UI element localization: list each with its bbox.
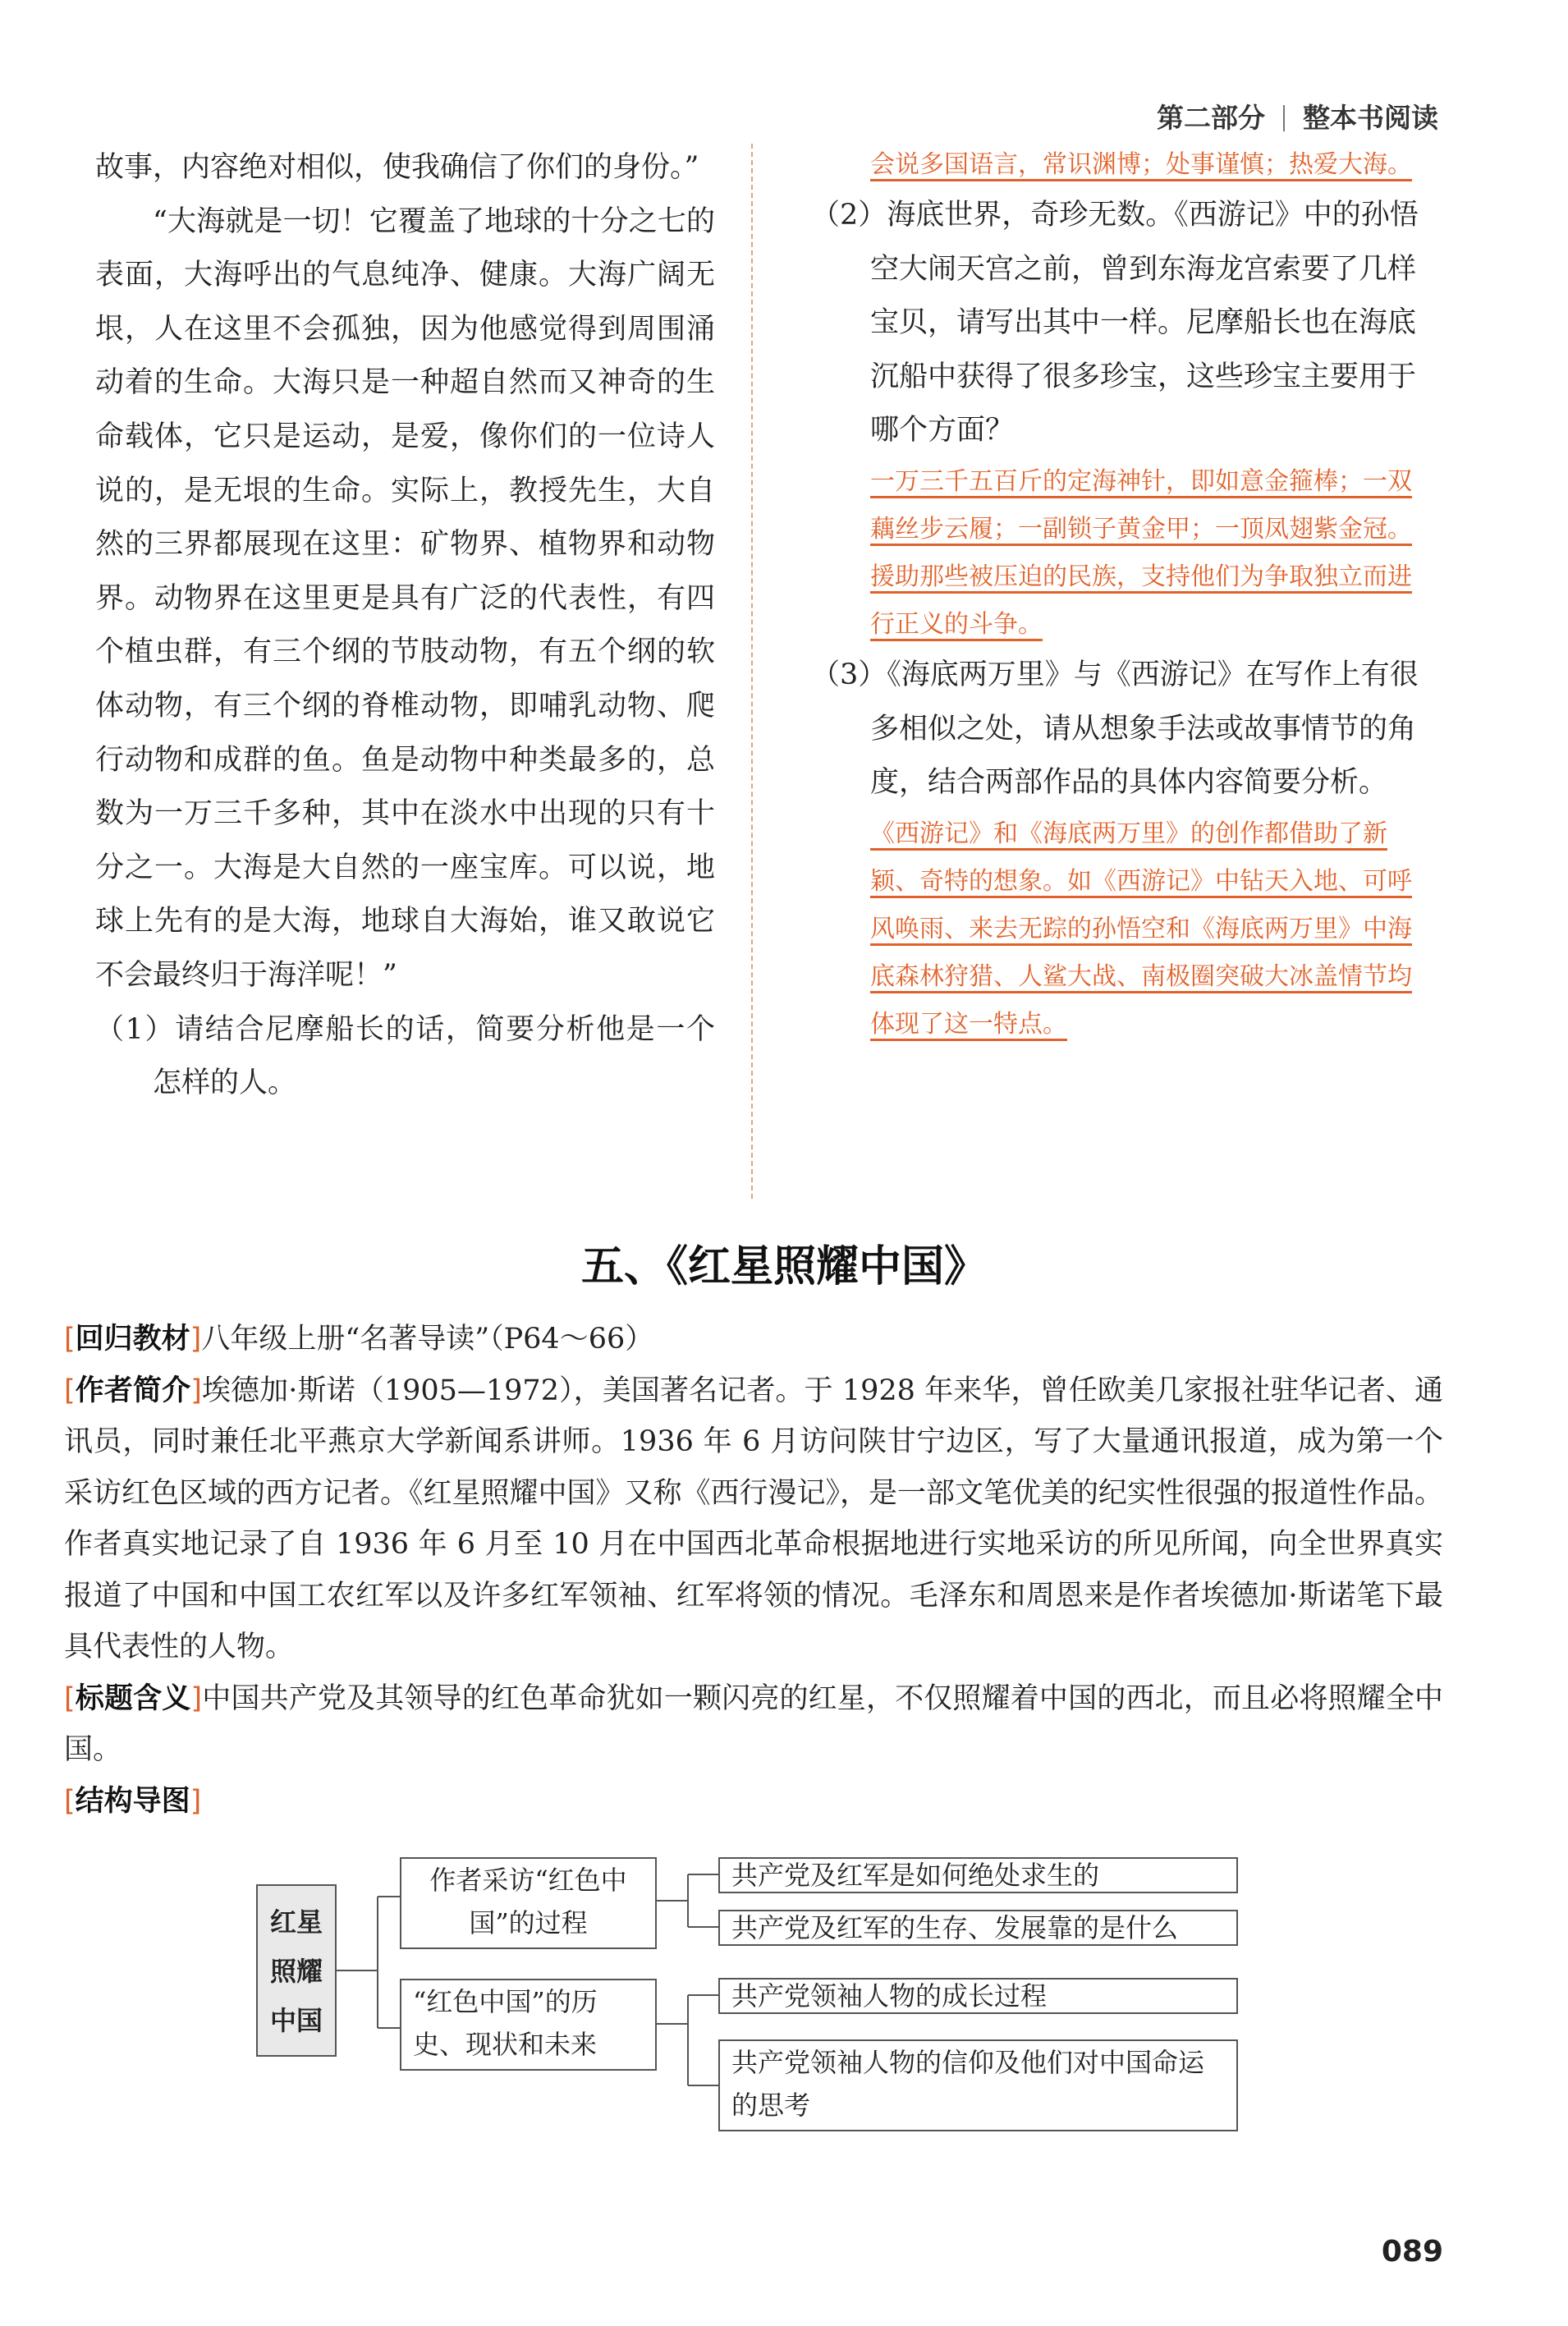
section-title: 五、《红星照耀中国》 [580,1241,987,1291]
left-para-2: “大海就是一切！它覆盖了地球的十分之七的表面，大海呼出的气息纯净、健康。大海广阔无垠，人在这里不会孤独，因为他感觉得到周围涌动着的生命。大海只是一种超自然而又神奇的生命载体，它只是运动，是爱，像你们的一位诗人说的，是无垠的生命。实际上，教授先生，大自然的三界都展现在这里：矿物界、植物界和动物界。动物界在这里更是具有广泛的代表性，有四个植虫群，有三个纲的节肢动物，有五个纲的软体动物，有三个纲的脊椎动物，即哺乳动物、爬行动物和成群的鱼。鱼是动物中种类最多的，总数为一万三千多种，其中在淡水中出现的只有十分之一。大海是大自然的一座宝库。可以说，地球上先有的是大海，地球自大海始，谁又敢说它不会最终归于海洋呢！” [95,204,715,992]
mindmap-branch-1: 作者采访“红色中国”的过程 [400,1857,657,1949]
answer-3: 《西游记》和《海底两万里》的创作都借助了新颖、奇特的想象。如《西游记》中钻天入地、可呼风唤雨、来去无踪的孙悟空和《海底两万里》中海底森林狩猎、人鲨大战、南极圈突破大冰盖情节均体现了这一特点。 [870,819,1412,1039]
section-body [64,1314,1443,1827]
author-text: 埃德加·斯诺（1905—1972），美国著名记者。于 1928 年来华，曾任欧美几家报社驻华记者、通讯员，同时兼任北平燕京大学新闻系讲师。1936 年 6 月访问陕甘宁边区，写了大量通讯报道，成为第一个采访红色区域的西方记者。《红星照耀中国》又称《西行漫记》，是一部文笔优美的纪实性很强的报道性作品。作者真实地记录了自 1936 年 6 月至 10 月在中国西北革命根据地进行实地采访的所见所闻，向全世界真实报道了中国和中国工农红军以及许多红军领袖、红军将领的情况。毛泽东和周恩来是作者埃德加·斯诺笔下最具代表性的人物。 [64,1374,1444,1663]
mindmap-root [256,1884,337,2057]
title-meaning [64,1673,1443,1776]
right-column [811,141,1435,1048]
left-para-1: 故事，内容绝对相似，使我确信了你们的身份。” [95,151,699,184]
author-intro [64,1365,1443,1673]
title-meaning-tag: [标题含义] [64,1681,203,1715]
root-line-2: 照耀 [269,1956,323,1987]
header-section: 整本书阅读 [1303,102,1438,134]
mindmap-leaf-4: 共产党领袖人物的信仰及他们对中国命运的思考 [718,2039,1238,2131]
question-2: （2）海底世界，奇珍无数。《西游记》中的孙悟空大闹天宫之前，曾到东海龙宫索要了几样宝贝，请写出其中一样。尼摩船长也在海底沉船中获得了很多珍宝，这些珍宝主要用于哪个方面？ [811,199,1419,447]
structure-tag: [结构导图] [64,1784,202,1818]
return-text: 八年级上册“名著导读”（P64～66） [201,1323,654,1356]
column-divider [751,144,753,1199]
running-header [1157,97,1438,135]
title-meaning-text: 中国共产党及其领导的红色革命犹如一颗闪亮的红星，不仅照耀着中国的西北，而且必将照耀全中国。 [64,1681,1443,1766]
answer-1: 会说多国语言，常识渊博；处事谨慎；热爱大海。 [870,150,1412,179]
author-tag: [作者简介] [64,1374,202,1407]
question-3: （3）《海底两万里》与《西游记》在写作上有很多相似之处，请从想象手法或故事情节的角度，结合两部作品的具体内容简要分析。 [811,658,1419,800]
structure-map-heading [64,1776,1443,1828]
root-line-1: 红星 [269,1906,323,1938]
left-column [95,141,715,1111]
header-part: 第二部分 [1157,102,1265,134]
root-line-3: 中国 [269,2005,323,2036]
return-tag: [回归教材] [64,1323,202,1356]
page-number: 089 [1381,2235,1443,2269]
mindmap-leaf-1: 共产党及红军是如何绝处求生的 [718,1857,1238,1893]
answer-2: 一万三千五百斤的定海神针，即如意金箍棒；一双藕丝步云履；一副锁子黄金甲；一顶凤翅紫金冠。援助那些被压迫的民族，支持他们为争取独立而进行正义的斗争。 [870,466,1412,639]
header-separator [1283,105,1285,131]
mindmap-leaf-2: 共产党及红军的生存、发展靠的是什么 [718,1910,1238,1946]
question-1: （1）请结合尼摩船长的话，简要分析他是一个怎样的人。 [95,1012,715,1100]
mindmap-leaf-3: 共产党领袖人物的成长过程 [718,1978,1238,2014]
return-textbook [64,1314,1443,1365]
mindmap-branch-2: “红色中国”的历史、现状和未来 [400,1979,657,2071]
